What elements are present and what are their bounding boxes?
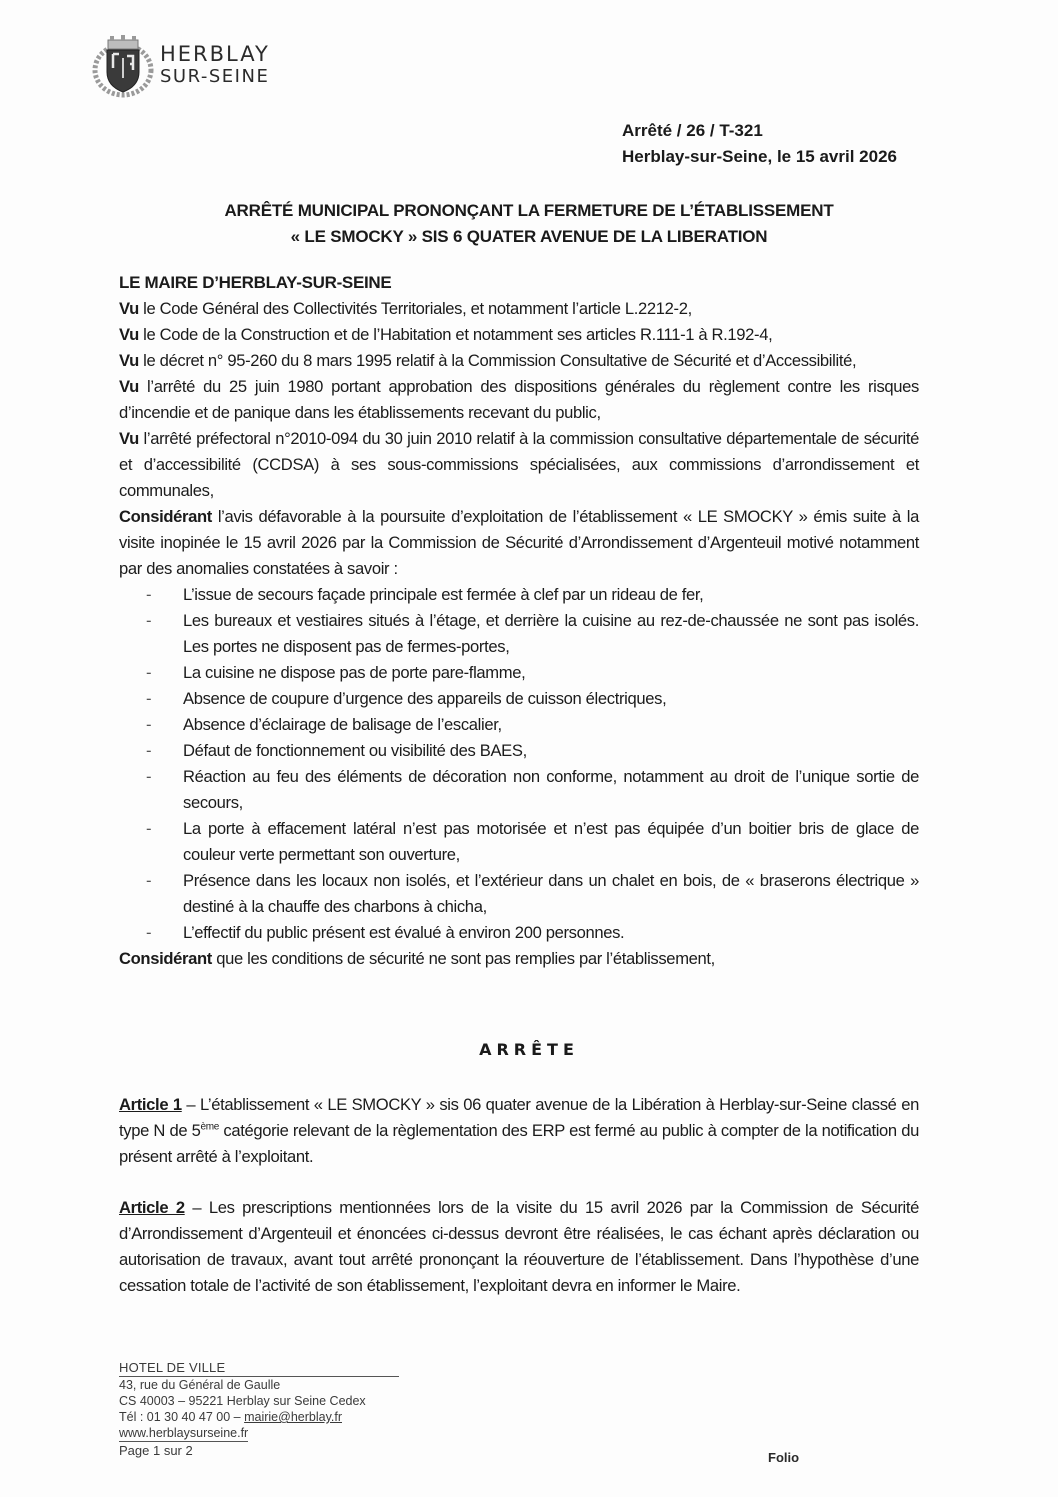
article-1-text-b: catégorie relevant de la règlementation des ERP est fermé au public à compter de la notification du présent arrêté à l’exploitant. [119,1121,920,1166]
title-line-1: ARRÊTÉ MUNICIPAL PRONONÇANT LA FERMETURE DE L’ÉTABLISSEMENT [224,201,834,220]
vu-label: Vu [119,429,139,448]
article-1-label: Article 1 [119,1095,182,1114]
article-2-label: Article 2 [119,1198,185,1217]
contact-line [119,1409,399,1425]
postal-cedex: CS 40003 – 95221 Herblay sur Seine Cedex [119,1394,366,1408]
vu-clause [119,296,919,322]
arrete-number: Arrêté / 26 / T-321 [622,121,763,140]
vu-clause [119,426,919,504]
bullet-dash-icon: - [146,689,152,708]
anomaly-text: Absence d’éclairage de balisage de l’escalier, [183,715,502,734]
anomaly-text: Défaut de fonctionnement ou visibilité des BAES, [183,741,527,760]
list-item [146,738,919,764]
page-number: Page 1 sur 2 [119,1443,193,1458]
list-item [146,686,919,712]
bullet-dash-icon: - [146,871,152,890]
article-2 [119,1195,919,1299]
reference-block [622,118,897,170]
website-link[interactable]: www.herblaysurseine.fr [119,1426,249,1440]
list-item [146,712,919,738]
bullet-dash-icon: - [146,767,152,786]
vu-clause [119,348,919,374]
bullet-dash-icon: - [146,923,152,942]
footer-address [119,1360,399,1459]
anomalies-list [119,582,919,946]
bullet-dash-icon: - [146,741,152,760]
maire-heading: LE MAIRE D’HERBLAY-SUR-SEINE [119,273,392,292]
anomaly-text: Présence dans les locaux non isolés, et l’extérieur dans un chalet en bois, de « braserons électrique » destiné à la chauffe des charbons à chicha, [183,871,919,916]
vu-text: le décret n° 95-260 du 8 mars 1995 relatif à la Commission Consultative de Sécurité et d’Accessibilité, [138,351,857,370]
logo-city-suffix: SUR-SEINE [160,66,270,87]
considerant-text: que les conditions de sécurité ne sont pas remplies par l’établissement, [211,949,715,968]
considerant-clause [119,504,919,582]
email-link[interactable]: mairie@herblay.fr [244,1410,342,1424]
street-address: 43, rue du Général de Gaulle [119,1378,281,1392]
list-item [146,582,919,608]
preamble [119,270,919,972]
logo-city-name: HERBLAY [160,42,270,66]
considerant-clause [119,946,919,972]
anomaly-text: L’issue de secours façade principale est fermée à clef par un rideau de fer, [183,585,704,604]
list-item [146,816,919,868]
considerant-text: l’avis défavorable à la poursuite d’exploitation de l’établissement « LE SMOCKY » émis suite à la visite inopinée le 15 avril 2026 par la Commission de Sécurité d’Arrondissement d’Argenteuil motivé notamment par des anomalies constatées à savoir : [119,507,919,578]
anomaly-text: Les bureaux et vestiaires situés à l’étage, et derrière la cuisine au rez-de-chaussée ne sont pas isolés. Les portes ne disposent pas de fermes-portes, [183,611,919,656]
vu-clause [119,322,919,348]
article-1-text-a: – L’établissement « LE SMOCKY » sis 06 quater avenue de la Libération à Herblay-sur-Seine classé en type N de 5 [119,1095,919,1140]
article-1 [119,1092,919,1170]
logo-text [160,44,270,86]
list-item [146,920,919,946]
folio-label: Folio [768,1450,800,1465]
article-2-text: – Les prescriptions mentionnées lors de la visite du 15 avril 2026 par la Commission de Sécurité d’Arrondissement d’Argenteuil et énoncées ci-dessus devront être réalisées, le cas échant après déclaration ou autorisation de travaux, avant tout arrêté prononçant la réouverture de l’établissement. Dans l’hypothèse d’une cessation totale de l’activité de son établissement, l’exploitant devra en informer le Maire. [119,1198,919,1295]
considerant-label: Considérant [119,507,212,526]
city-logo [92,34,270,98]
anomaly-text: L’effectif du public présent est évalué à environ 200 personnes. [183,923,625,942]
list-item [146,608,919,660]
arrete-heading: ARRÊTE [479,1040,579,1059]
anomaly-text: Absence de coupure d’urgence des appareils de cuisson électriques, [183,689,667,708]
vu-clause [119,374,919,426]
phone-number: Tél : 01 30 40 47 00 – [119,1410,245,1424]
vu-text: le Code Général des Collectivités Territoriales, et notamment l’article L.2212-2, [138,299,692,318]
vu-label: Vu [119,351,139,370]
place-date: Herblay-sur-Seine, le 15 avril 2026 [622,147,897,166]
bullet-dash-icon: - [146,663,152,682]
vu-label: Vu [119,325,139,344]
vu-label: Vu [119,377,139,396]
anomaly-text: Réaction au feu des éléments de décoration non conforme, notamment au droit de l’unique sortie de secours, [183,767,919,812]
bullet-dash-icon: - [146,715,152,734]
document-title [110,198,948,250]
list-item [146,868,919,920]
bullet-dash-icon: - [146,585,152,604]
considerant-label: Considérant [119,949,212,968]
vu-text: le Code de la Construction et de l’Habitation et notamment ses articles R.111-1 à R.192-4, [138,325,773,344]
vu-label: Vu [119,299,139,318]
list-item [146,660,919,686]
hotel-de-ville-label: HOTEL DE VILLE [119,1360,399,1377]
anomaly-text: La porte à effacement latéral n’est pas motorisée et n’est pas équipée d’un boitier bris de glace de couleur verte permettant son ouverture, [183,819,919,864]
article-1-superscript: ème [200,1121,219,1133]
title-line-2: « LE SMOCKY » SIS 6 QUATER AVENUE DE LA LIBERATION [290,227,768,246]
bullet-dash-icon: - [146,819,152,838]
bullet-dash-icon: - [146,611,152,630]
coat-of-arms-icon [92,34,154,98]
list-item [146,764,919,816]
vu-text: l’arrêté préfectoral n°2010-094 du 30 juin 2010 relatif à la commission consultative départementale de sécurité et d’accessibilité (CCDSA) à ses sous-commissions spécialisées, aux commissions d’arrondissement et communales, [119,429,919,500]
anomaly-text: La cuisine ne dispose pas de porte pare-flamme, [183,663,526,682]
vu-text: l’arrêté du 25 juin 1980 portant approbation des dispositions générales du règlement contre les risques d’incendie et de panique dans les établissements recevant du public, [119,377,919,422]
